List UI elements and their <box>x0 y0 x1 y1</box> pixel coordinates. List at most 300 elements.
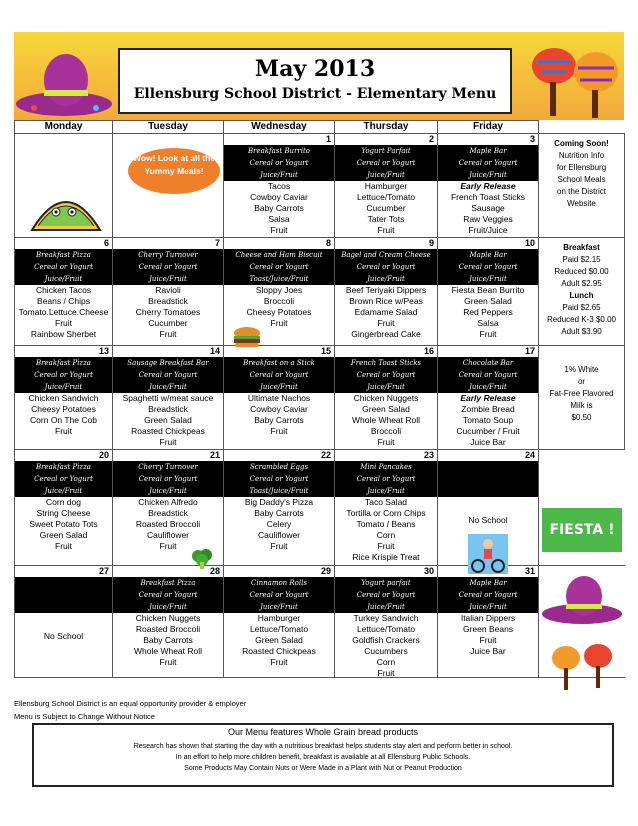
day-cell <box>438 566 539 678</box>
breakfast-item: Cereal or Yogurt <box>249 591 309 599</box>
day-number: 20 <box>15 450 112 461</box>
breakfast-item: Juice/Fruit <box>149 603 187 611</box>
breakfast-item: Bagel and Cream Cheese <box>341 251 431 259</box>
breakfast-item: Cereal or Yogurt <box>458 591 518 599</box>
breakfast-block <box>15 577 112 613</box>
info-box <box>32 723 614 787</box>
lunch-item: Cauliflower <box>146 530 190 540</box>
side-info-line: Reduced K-3 $0.00 <box>547 315 616 324</box>
day-number: 24 <box>438 450 538 461</box>
breakfast-item: Juice/Fruit <box>367 383 405 391</box>
day-number: 7 <box>113 238 223 249</box>
lunch-item: Spaghetti w/meat sauce <box>122 393 214 403</box>
lunch-item: Hamburger <box>257 613 301 623</box>
breakfast-item: Cereal or Yogurt <box>356 475 416 483</box>
day-header: Tuesday <box>113 121 224 134</box>
day-number: 6 <box>15 238 112 249</box>
week-row <box>15 346 625 450</box>
day-cell <box>15 238 113 346</box>
day-number: 17 <box>438 346 538 357</box>
day-cell <box>15 346 113 450</box>
day-cell <box>224 134 335 238</box>
lunch-item: Tacos <box>267 181 291 191</box>
breakfast-item: Breakfast Pizza <box>36 359 91 367</box>
lunch-block <box>335 497 437 565</box>
lunch-item: Chicken Nuggets <box>135 613 201 623</box>
breakfast-item: Cheese and Ham Biscuit <box>235 251 323 259</box>
lunch-item: Celery <box>266 519 292 529</box>
day-cell <box>113 566 224 678</box>
lunch-item: Goldfish Crackers <box>352 635 420 645</box>
breakfast-item: Juice/Fruit <box>260 383 298 391</box>
lunch-item: Tomato.Lettuce.Cheese <box>18 307 109 317</box>
maracas-icon <box>540 640 624 692</box>
side-info-line: Adult $2.95 <box>561 279 602 288</box>
lunch-block <box>224 497 334 565</box>
breakfast-item: Juice/Fruit <box>469 383 507 391</box>
lunch-block <box>224 181 334 237</box>
day-header-row <box>15 121 625 134</box>
lunch-item: Turkey Sandwich <box>353 613 419 623</box>
breakfast-item: Cereal or Yogurt <box>138 475 198 483</box>
side-info-line: Breakfast <box>563 243 600 252</box>
breakfast-block <box>15 357 112 393</box>
breakfast-item: Juice/Fruit <box>44 383 83 391</box>
breakfast-block <box>438 145 538 181</box>
lunch-item: Chicken Sandwich <box>28 393 99 403</box>
breakfast-item: Cereal or Yogurt <box>249 159 309 167</box>
day-number: 22 <box>224 450 334 461</box>
page-subtitle: Ellensburg School District - Elementary Menu <box>133 86 497 102</box>
breakfast-item: Cinnamon Rolls <box>251 579 307 587</box>
lunch-item: Baby Carrots <box>254 415 304 425</box>
side-info-line: or <box>577 377 586 386</box>
breakfast-item: Juice/Fruit <box>469 603 507 611</box>
day-header: Friday <box>438 121 539 134</box>
breakfast-block <box>335 357 437 393</box>
lunch-item: Green Salad <box>255 635 303 645</box>
lunch-item: Baby Carrots <box>143 635 193 645</box>
lunch-item: Sloppy Joes <box>255 285 303 295</box>
lunch-item: Fruit <box>55 541 72 551</box>
day-number: 28 <box>113 566 223 577</box>
breakfast-item: Cereal or Yogurt <box>249 371 309 379</box>
breakfast-item: Cereal or Yogurt <box>356 159 416 167</box>
day-cell <box>15 450 113 566</box>
breakfast-block <box>15 145 112 181</box>
breakfast-item: Breakfast Pizza <box>36 251 91 259</box>
side-info-line: on the District <box>557 187 606 196</box>
lunch-item: Lettuce/Tomato <box>249 624 309 634</box>
lunch-item: Roasted Chickpeas <box>131 426 205 436</box>
lunch-item: Juice Bar <box>470 646 506 656</box>
lunch-block <box>438 613 538 677</box>
day-number: 9 <box>335 238 437 249</box>
breakfast-item: Cereal or Yogurt <box>34 371 93 379</box>
day-number: 27 <box>15 566 112 577</box>
breakfast-block <box>335 577 437 613</box>
day-number: 30 <box>335 566 437 577</box>
side-info-cell <box>539 346 625 450</box>
side-info-line: Adult $3.90 <box>561 327 602 336</box>
breakfast-item: Cereal or Yogurt <box>356 591 416 599</box>
day-number: 16 <box>335 346 437 357</box>
lunch-item: Whole Wheat Roll <box>351 415 421 425</box>
info-box-title: Our Menu features Whole Grain bread products <box>227 727 419 737</box>
lunch-item: Green Beans <box>462 624 514 634</box>
week-row <box>15 450 625 566</box>
breakfast-block <box>335 461 437 497</box>
lunch-item: Baby Carrots <box>254 508 304 518</box>
side-info-line: Lunch <box>569 291 594 300</box>
lunch-item: Fruit <box>377 225 395 235</box>
lunch-item: Fruit <box>270 225 288 235</box>
breakfast-item: Toast/Juice/Fruit <box>249 275 309 283</box>
lunch-item: Fruit <box>377 541 395 551</box>
lunch-block <box>335 393 437 449</box>
day-number: 15 <box>224 346 334 357</box>
lunch-item: Fruit <box>479 635 497 645</box>
lunch-item: Fruit <box>270 426 288 436</box>
day-cell <box>335 346 438 450</box>
day-number <box>113 134 223 145</box>
lunch-item: Fiesta Bean Burrito <box>451 285 525 295</box>
lunch-item: Lettuce/Tomato <box>356 624 416 634</box>
breakfast-item: Scrambled Eggs <box>249 463 309 471</box>
breakfast-item: Breakfast Pizza <box>36 463 91 471</box>
side-info-cell <box>539 238 625 346</box>
lunch-item: Beef Teriyaki Dippers <box>345 285 427 295</box>
info-box-text: Research has shown that starting the day with a nutritious breakfast helps students stay alert and perform better in school. <box>133 743 513 750</box>
side-info-line: Milk is <box>570 401 593 410</box>
breakfast-item: Juice/Fruit <box>149 383 187 391</box>
title-box <box>118 48 512 114</box>
lunch-item: Fruit/Juice <box>468 225 508 235</box>
lunch-item: Breadstick <box>148 508 188 518</box>
breakfast-block <box>224 577 334 613</box>
lunch-item: Roasted Broccoli <box>135 519 201 529</box>
side-info <box>539 134 624 210</box>
lunch-item: Italian Dippers <box>460 613 516 623</box>
lunch-block <box>438 181 538 237</box>
breakfast-block <box>224 249 334 285</box>
lunch-item: Cowboy Caviar <box>250 192 308 202</box>
day-number: 10 <box>438 238 538 249</box>
side-info-line: for Ellensburg <box>556 163 607 172</box>
breakfast-item: Cereal or Yogurt <box>356 263 416 271</box>
breakfast-item: Juice/Fruit <box>367 275 405 283</box>
breakfast-item: Cereal or Yogurt <box>356 371 416 379</box>
lunch-block <box>438 285 538 345</box>
breakfast-item: Mini Pancakes <box>360 463 412 471</box>
lunch-item: Lettuce/Tomato <box>356 192 416 202</box>
lunch-item: Tortilla or Corn Chips <box>346 508 426 518</box>
day-cell <box>438 346 539 450</box>
breakfast-item: Juice/Fruit <box>469 171 507 179</box>
day-cell <box>335 238 438 346</box>
lunch-item: Whole Wheat Roll <box>133 646 203 656</box>
breakfast-block <box>438 461 538 497</box>
breakfast-block <box>15 461 112 497</box>
day-number: 14 <box>113 346 223 357</box>
day-cell <box>15 566 113 678</box>
breakfast-item: Yogurt parfait <box>361 579 411 587</box>
lunch-item: Broccoli <box>370 426 402 436</box>
side-info-line: Nutrition Info <box>558 151 605 160</box>
lunch-item: Beans / Chips <box>37 296 90 306</box>
breakfast-block <box>113 249 223 285</box>
lunch-item: Green Salad <box>362 404 410 414</box>
lunch-item: Breadstick <box>148 296 188 306</box>
lunch-item: Salsa <box>268 214 290 224</box>
lunch-item: Corn dog <box>46 497 81 507</box>
lunch-item: Green Salad <box>39 530 88 540</box>
breakfast-item: Juice/Fruit <box>367 487 405 495</box>
lunch-block <box>15 613 112 677</box>
week-row <box>15 238 625 346</box>
lunch-item: Ravioli <box>155 285 181 295</box>
day-cell <box>113 238 224 346</box>
day-cell <box>438 238 539 346</box>
side-info-line: $0.50 <box>571 413 592 422</box>
breakfast-item: Toast/Juice/Fruit <box>249 487 309 495</box>
day-number: 29 <box>224 566 334 577</box>
breakfast-item: Sausage Breakfast Bar <box>127 359 209 367</box>
broccoli-icon <box>190 548 214 570</box>
lunch-block <box>113 613 223 677</box>
breakfast-item: Cereal or Yogurt <box>249 475 309 483</box>
breakfast-item: Juice/Fruit <box>260 171 298 179</box>
lunch-item: Cherry Tomatoes <box>135 307 201 317</box>
lunch-block <box>335 613 437 677</box>
week-row <box>15 566 625 678</box>
side-info-line: Coming Soon! <box>554 139 609 148</box>
breakfast-block <box>113 357 223 393</box>
info-box-text: Some Products May Contain Nuts or Were Made in a Plant with Nut or Peanut Production <box>184 765 462 772</box>
day-number: 2 <box>335 134 437 145</box>
lunch-item: Zombie Bread <box>461 404 515 414</box>
day-number: 23 <box>335 450 437 461</box>
lunch-item: Fruit <box>159 541 177 551</box>
lunch-item: Taco Salad <box>364 497 408 507</box>
lunch-block <box>113 393 223 449</box>
lunch-item: Fruit <box>377 437 395 447</box>
day-header: Thursday <box>335 121 438 134</box>
breakfast-item: Cereal or Yogurt <box>34 475 93 483</box>
breakfast-item: Juice/Fruit <box>44 487 83 495</box>
side-info-line: Reduced $0.00 <box>554 267 609 276</box>
breakfast-item: Cereal or Yogurt <box>249 263 309 271</box>
lunch-item: Rice Krispie Treat <box>352 552 420 562</box>
burger-icon <box>232 326 262 348</box>
breakfast-item: Juice/Fruit <box>367 171 405 179</box>
lunch-item: Cucumber <box>366 203 406 213</box>
maracas-icon <box>514 32 624 120</box>
lunch-block <box>438 393 538 449</box>
lunch-item: Early Release <box>460 181 516 191</box>
breakfast-item: Chocolate Bar <box>462 359 514 367</box>
lunch-item: Fruit <box>159 437 177 447</box>
day-cell <box>224 450 335 566</box>
lunch-item: Corn <box>376 530 396 540</box>
breakfast-item: Maple Bar <box>469 251 507 259</box>
lunch-block <box>15 285 112 345</box>
breakfast-block <box>438 577 538 613</box>
lunch-item: Fruit <box>270 318 288 328</box>
side-info-cell <box>539 134 625 238</box>
day-number: 31 <box>438 566 538 577</box>
breakfast-item: Cereal or Yogurt <box>138 371 198 379</box>
lunch-item: Tater Tots <box>367 214 405 224</box>
bicycle-kid-icon <box>468 534 508 574</box>
lunch-block <box>224 393 334 449</box>
breakfast-block <box>224 357 334 393</box>
breakfast-item: Cherry Turnover <box>138 251 198 259</box>
breakfast-item: Breakfast on a Stick <box>243 359 315 367</box>
lunch-item: Chicken Alfredo <box>138 497 198 507</box>
lunch-item: French Toast Sticks <box>450 192 525 202</box>
breakfast-item: Juice/Fruit <box>149 275 187 283</box>
breakfast-item: Cereal or Yogurt <box>138 591 198 599</box>
lunch-item: Breadstick <box>148 404 188 414</box>
day-number: 21 <box>113 450 223 461</box>
side-info-line: Website <box>567 199 596 208</box>
breakfast-item: Juice/Fruit <box>44 275 83 283</box>
breakfast-item: Juice/Fruit <box>367 603 405 611</box>
lunch-item: Fruit <box>55 426 72 436</box>
lunch-item: Cowboy Caviar <box>250 404 308 414</box>
fiesta-badge: FIESTA ! <box>542 508 622 552</box>
change-notice: Menu is Subject to Change Without Notice <box>14 712 155 721</box>
lunch-item: Big Daddy's Pizza <box>244 497 314 507</box>
lunch-item: Baby Carrots <box>254 203 304 213</box>
lunch-item: Sausage <box>471 203 505 213</box>
lunch-item: Broccoli <box>263 296 295 306</box>
lunch-item: Fruit <box>377 668 395 678</box>
week-row <box>15 134 625 238</box>
lunch-item: Early Release <box>460 393 516 403</box>
lunch-item: Roasted Chickpeas <box>242 646 316 656</box>
lunch-item: Fruit <box>479 329 497 339</box>
day-header: Monday <box>15 121 113 134</box>
day-cell <box>438 134 539 238</box>
side-info <box>539 238 624 338</box>
day-cell <box>335 134 438 238</box>
lunch-block <box>113 285 223 345</box>
breakfast-block <box>224 145 334 181</box>
lunch-item: Gingerbread Cake <box>351 329 421 339</box>
breakfast-item: Breakfast Burrito <box>247 147 311 155</box>
breakfast-block <box>224 461 334 497</box>
breakfast-item: Juice/Fruit <box>469 275 507 283</box>
lunch-block <box>224 613 334 677</box>
breakfast-item: Breakfast Pizza <box>140 579 196 587</box>
day-cell <box>113 346 224 450</box>
lunch-item: Ultimate Nachos <box>247 393 311 403</box>
side-info-line: 1% White <box>564 365 599 374</box>
lunch-item: Tomato / Beans <box>356 519 416 529</box>
breakfast-item: Maple Bar <box>469 579 507 587</box>
side-info-line: Fat-Free Flavored <box>549 389 614 398</box>
lunch-item: Cheesy Potatoes <box>246 307 312 317</box>
lunch-item: Fruit <box>159 329 177 339</box>
lunch-item: Chicken Nuggets <box>353 393 419 403</box>
speech-bubble: Wow! Look at all the Yummy Meals! <box>128 148 220 194</box>
lunch-item: Green Salad <box>464 296 512 306</box>
breakfast-item: Cereal or Yogurt <box>458 159 518 167</box>
breakfast-item: Yogurt Parfait <box>361 147 411 155</box>
taco-icon <box>26 178 106 238</box>
lunch-item: Roasted Broccoli <box>135 624 201 634</box>
lunch-item: String Cheese <box>36 508 91 518</box>
equal-opportunity-note: Ellensburg School District is an equal opportunity provider & employer <box>14 699 247 708</box>
lunch-item: Salsa <box>477 318 499 328</box>
breakfast-block <box>438 249 538 285</box>
lunch-item: Corn On The Cob <box>30 415 97 425</box>
lunch-item: Fruit <box>270 541 288 551</box>
lunch-item: Cheesy Potatoes <box>31 404 96 414</box>
breakfast-item: Cereal or Yogurt <box>34 263 93 271</box>
breakfast-item: Cereal or Yogurt <box>458 371 518 379</box>
side-info-line: Paid $2.15 <box>562 255 601 264</box>
lunch-block <box>335 285 437 345</box>
lunch-item: Cauliflower <box>257 530 301 540</box>
breakfast-item: Cherry Turnover <box>138 463 198 471</box>
breakfast-item: Juice/Fruit <box>149 487 187 495</box>
lunch-block <box>335 181 437 237</box>
side-info-line: School Meals <box>557 175 606 184</box>
lunch-item: Raw Veggies <box>463 214 513 224</box>
lunch-item: Fruit <box>270 657 288 667</box>
lunch-item: Fruit <box>377 318 395 328</box>
lunch-item: Chicken Tacos <box>35 285 92 295</box>
lunch-item: Corn <box>376 657 396 667</box>
lunch-item: Red Peppers <box>463 307 513 317</box>
lunch-item: Brown Rice w/Peas <box>349 296 423 306</box>
day-number: 1 <box>224 134 334 145</box>
breakfast-block <box>113 577 223 613</box>
side-info-line: Paid $2.65 <box>562 303 601 312</box>
lunch-item: Rainbow Sherbet <box>30 329 97 339</box>
lunch-item: Green Salad <box>144 415 192 425</box>
lunch-item: Hamburger <box>364 181 408 191</box>
day-number: 3 <box>438 134 538 145</box>
day-number: 8 <box>224 238 334 249</box>
lunch-item: No School <box>468 515 508 525</box>
day-cell <box>224 346 335 450</box>
day-number: 13 <box>15 346 112 357</box>
lunch-item: Juice Bar <box>470 437 506 447</box>
day-header: Wednesday <box>224 121 335 134</box>
lunch-item: Sweet Potato Tots <box>29 519 98 529</box>
breakfast-item: Cereal or Yogurt <box>458 263 518 271</box>
breakfast-block <box>335 249 437 285</box>
breakfast-item: Juice/Fruit <box>260 603 298 611</box>
day-cell <box>335 566 438 678</box>
lunch-block <box>15 393 112 449</box>
sombrero-icon <box>540 568 624 628</box>
breakfast-block <box>438 357 538 393</box>
lunch-item: Cucumber <box>148 318 188 328</box>
lunch-item: Fruit <box>159 657 177 667</box>
day-cell <box>224 566 335 678</box>
breakfast-item: Cereal or Yogurt <box>138 263 198 271</box>
side-info <box>539 346 624 424</box>
breakfast-block <box>15 249 112 285</box>
info-box-text: In an effort to help more children benefit, breakfast is available at all Ellensburg Public Schools. <box>175 754 471 761</box>
lunch-item: No School <box>43 631 84 641</box>
breakfast-item: Maple Bar <box>469 147 507 155</box>
